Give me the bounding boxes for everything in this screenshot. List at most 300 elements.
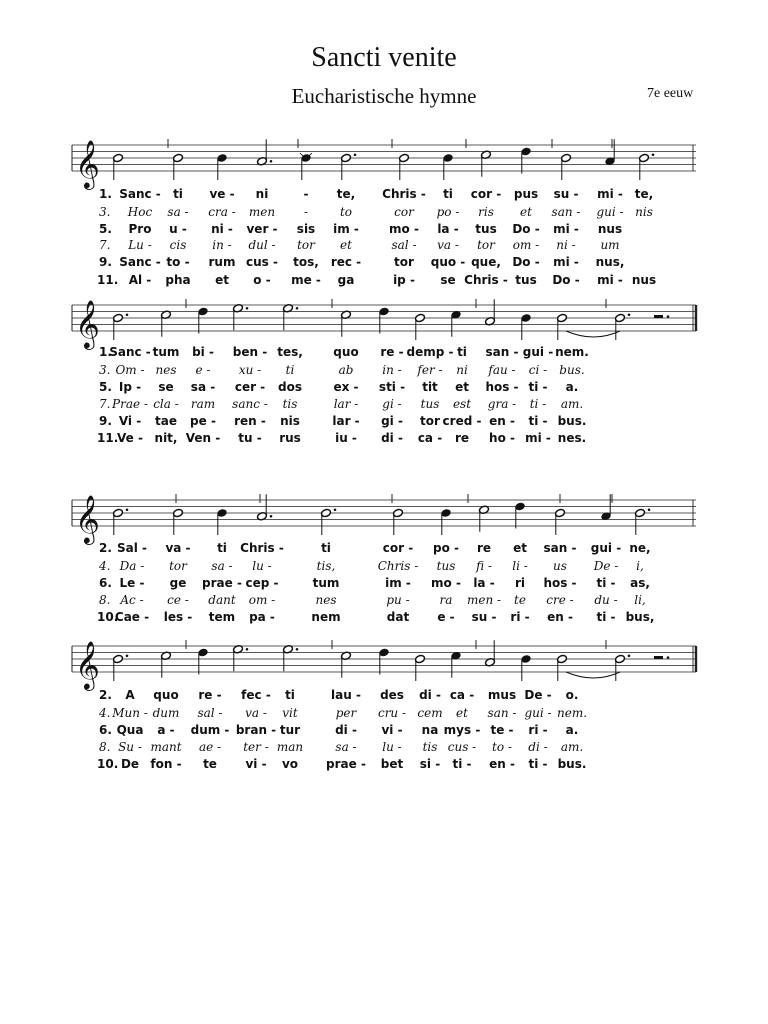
lyric-syllable: gui - — [522, 345, 554, 359]
lyric-syllable: nes — [155, 363, 177, 377]
lyric-line — [0, 205, 768, 222]
lyric-line — [0, 576, 768, 593]
lyric-syllable: mi - — [597, 273, 623, 287]
tie — [566, 672, 620, 678]
lyric-syllable: ti — [285, 363, 295, 377]
lyric-syllable: mi - — [553, 222, 579, 236]
lyric-syllable: De - — [524, 688, 552, 702]
note — [301, 153, 312, 180]
lyric-syllable: po - — [436, 205, 460, 219]
lyric-syllable: u - — [169, 222, 187, 236]
treble-clef-icon: 𝄞 — [75, 640, 100, 689]
lyric-syllable: san - — [543, 541, 577, 555]
lyric-syllable: sa - — [190, 380, 216, 394]
lyric-syllable: - — [303, 205, 309, 219]
lyric-syllable: mys - — [443, 723, 481, 737]
lyric-syllable: mus — [487, 688, 517, 702]
lyric-syllable: vo — [281, 757, 299, 771]
verse-number: 6. — [99, 576, 112, 590]
lyric-syllable: sanc - — [232, 397, 268, 411]
note — [113, 313, 129, 340]
lyric-syllable: di - — [419, 688, 441, 702]
note — [639, 153, 655, 180]
lyric-syllable: vit — [282, 706, 298, 720]
lyric-syllable: ga — [337, 273, 355, 287]
lyric-syllable: bus, — [625, 610, 655, 624]
lyric-syllable: et — [456, 706, 468, 720]
lyric-syllable: re — [476, 541, 492, 555]
lyric-syllable: fec - — [241, 688, 271, 702]
lyric-syllable: ho - — [489, 431, 515, 445]
note — [399, 153, 410, 180]
lyric-syllable: hos - — [543, 576, 577, 590]
lyric-syllable: om - — [248, 593, 276, 607]
note — [233, 645, 249, 672]
lyric-syllable: et — [520, 205, 532, 219]
lyric-syllable: tu - — [238, 431, 262, 445]
lyric-syllable: ni — [255, 187, 269, 201]
verse-number: 3. — [99, 363, 111, 377]
note — [321, 508, 337, 535]
lyric-syllable: cra - — [208, 205, 236, 219]
lyric-syllable: ab — [338, 363, 354, 377]
lyric-syllable: Pro — [128, 222, 152, 236]
lyric-syllable: nem — [311, 610, 341, 624]
lyric-syllable: bi - — [192, 345, 214, 359]
lyric-syllable: dum — [152, 706, 180, 720]
lyric-syllable: ex - — [333, 380, 359, 394]
lyric-syllable: Chris - — [464, 273, 508, 287]
note — [198, 648, 209, 675]
verse-number: 2. — [99, 688, 112, 702]
lyric-syllable: mi - — [553, 255, 579, 269]
lyric-line — [0, 757, 768, 774]
note — [173, 508, 184, 535]
lyric-syllable: tor — [169, 559, 187, 573]
lyric-syllable: et — [340, 238, 352, 252]
lyric-syllable: di - — [528, 740, 548, 754]
lyric-syllable: li - — [512, 559, 528, 573]
lyric-syllable: per — [335, 706, 357, 720]
lyric-syllable: Cae - — [114, 610, 150, 624]
lyric-syllable: tis, — [316, 559, 336, 573]
note — [415, 313, 426, 340]
lyric-line — [0, 706, 768, 723]
lyric-syllable: in - — [212, 238, 232, 252]
lyric-syllable: en - — [489, 414, 515, 428]
note — [198, 307, 209, 334]
lyric-syllable: et — [215, 273, 229, 287]
lyric-syllable: men - — [466, 593, 502, 607]
lyric-syllable: a. — [565, 380, 579, 394]
lyric-syllable: va - — [165, 541, 191, 555]
staff-system-2 — [0, 285, 768, 348]
lyric-syllable: dul - — [248, 238, 276, 252]
lyric-syllable: te, — [336, 187, 356, 201]
lyric-syllable: fon - — [150, 757, 182, 771]
lyric-syllable: me - — [291, 273, 321, 287]
note — [557, 654, 568, 681]
staff-system-4 — [0, 626, 768, 689]
lyric-syllable: ben - — [232, 345, 268, 359]
lyric-syllable: nis — [635, 205, 653, 219]
lyric-syllable: tis — [282, 397, 298, 411]
tie — [566, 331, 620, 337]
lyric-syllable: in - — [382, 363, 402, 377]
lyric-syllable: e - — [195, 363, 211, 377]
lyric-syllable: a - — [157, 723, 175, 737]
lyric-syllable: hos - — [485, 380, 519, 394]
lyric-syllable: sti - — [378, 380, 406, 394]
lyric-syllable: Do - — [512, 222, 540, 236]
lyric-syllable: va - — [245, 706, 267, 720]
note — [113, 153, 124, 180]
lyric-syllable: ae - — [198, 740, 222, 754]
lyric-syllable: cus - — [246, 255, 278, 269]
verse-number: 11. — [97, 273, 119, 287]
lyric-syllable: tor — [420, 414, 440, 428]
lyric-line — [0, 414, 768, 431]
lyric-syllable: Da - — [119, 559, 145, 573]
lyric-syllable: im - — [333, 222, 359, 236]
note — [283, 645, 299, 672]
lyric-syllable: et — [455, 380, 469, 394]
lyric-syllable: tur — [279, 723, 301, 737]
lyric-syllable: Ac - — [120, 593, 144, 607]
note — [341, 153, 357, 180]
song-subtitle: Eucharistische hymne — [291, 84, 477, 108]
lyric-syllable: tes, — [277, 345, 303, 359]
verse-number: 1. — [99, 345, 112, 359]
lyric-syllable: man — [276, 740, 304, 754]
lyric-syllable: ti - — [529, 397, 547, 411]
lyric-syllable: ti - — [596, 576, 616, 590]
note — [257, 494, 273, 521]
lyric-syllable: ti — [173, 187, 183, 201]
lyric-line — [0, 431, 768, 448]
lyric-syllable: te — [514, 593, 526, 607]
lyric-syllable: Sanc - — [119, 187, 161, 201]
lyric-syllable: ri - — [510, 610, 530, 624]
lyric-syllable: Le - — [119, 576, 145, 590]
lyric-syllable: Su - — [118, 740, 142, 754]
verse-number: 1. — [99, 187, 112, 201]
lyric-syllable: nus — [597, 222, 623, 236]
lyric-syllable: tus — [420, 397, 440, 411]
lyric-syllable: gui - — [524, 706, 552, 720]
lyric-syllable: um — [600, 238, 620, 252]
lyric-line — [0, 273, 768, 290]
note — [217, 508, 228, 535]
lyric-syllable: tor — [477, 238, 495, 252]
lyric-syllable: re - — [198, 688, 222, 702]
lyric-syllable: en - — [547, 610, 573, 624]
lyric-syllable: lau - — [331, 688, 361, 702]
lyric-syllable: ti — [443, 187, 453, 201]
lyric-syllable: nem. — [555, 345, 589, 359]
lyric-syllable: pe - — [190, 414, 216, 428]
verse-number: 10. — [97, 757, 119, 771]
note — [451, 310, 462, 337]
half-rest — [654, 656, 663, 659]
note — [479, 505, 490, 532]
lyric-syllable: te — [203, 757, 217, 771]
lyric-syllable: A — [125, 688, 135, 702]
lyric-line — [0, 255, 768, 272]
lyric-syllable: tae — [155, 414, 177, 428]
note — [283, 304, 299, 331]
lyric-line — [0, 541, 768, 558]
lyric-syllable: se — [158, 380, 174, 394]
lyric-syllable: Chris - — [240, 541, 284, 555]
note — [485, 640, 496, 667]
lyric-syllable: vi - — [245, 757, 267, 771]
lyric-syllable: bus. — [557, 757, 587, 771]
lyric-syllable: sa - — [211, 559, 233, 573]
lyric-syllable: quo — [333, 345, 359, 359]
lyric-syllable: o - — [253, 273, 271, 287]
lyric-syllable: te, — [634, 187, 654, 201]
lyric-syllable: ren - — [234, 414, 266, 428]
lyric-syllable: am. — [560, 397, 584, 411]
lyric-syllable: mo - — [389, 222, 419, 236]
lyric-syllable: Vi - — [118, 414, 142, 428]
lyric-syllable: et — [513, 541, 527, 555]
lyric-syllable: Ve - — [117, 431, 143, 445]
lyric-syllable: tor — [394, 255, 414, 269]
verse-number: 10. — [97, 610, 119, 624]
lyric-syllable: ri — [514, 576, 526, 590]
lyric-syllable: tor — [297, 238, 315, 252]
lyric-syllable: Chris - — [377, 559, 419, 573]
lyric-syllable: ter - — [243, 740, 269, 754]
note — [341, 651, 352, 678]
lyric-syllable: su - — [471, 610, 497, 624]
lyric-syllable: cla - — [153, 397, 179, 411]
lyric-syllable: fer - — [417, 363, 443, 377]
lyric-syllable: vi - — [381, 723, 403, 737]
verse-number: 5. — [99, 380, 112, 394]
lyric-syllable: ce - — [167, 593, 189, 607]
lyric-syllable: gi - — [382, 397, 402, 411]
lyric-syllable: ti - — [528, 757, 548, 771]
lyric-syllable: tit — [422, 380, 438, 394]
lyric-syllable: sal - — [197, 706, 223, 720]
verse-number: 2. — [99, 541, 112, 555]
lyric-syllable: pu - — [386, 593, 410, 607]
lyric-syllable: ni - — [211, 222, 233, 236]
lyric-syllable: o. — [565, 688, 579, 702]
lyric-syllable: fau - — [488, 363, 516, 377]
lyric-syllable: pus — [513, 187, 539, 201]
lyric-line — [0, 740, 768, 757]
note — [393, 508, 404, 535]
lyric-syllable: cem — [417, 706, 443, 720]
verse-number: 6. — [99, 723, 112, 737]
lyric-syllable: ge — [169, 576, 187, 590]
lyric-syllable: as, — [630, 576, 650, 590]
lyric-syllable: ti — [457, 345, 467, 359]
note — [615, 654, 631, 681]
lyric-syllable: Hoc — [127, 205, 153, 219]
lyric-syllable: su - — [553, 187, 579, 201]
lyric-syllable: na — [421, 723, 439, 737]
note — [521, 147, 532, 174]
lyric-syllable: nes. — [557, 431, 587, 445]
lyric-syllable: cor - — [382, 541, 414, 555]
lyric-syllable: Ip - — [118, 380, 142, 394]
lyric-syllable: re - — [380, 345, 404, 359]
lyric-syllable: gui - — [596, 205, 624, 219]
lyric-syllable: re — [454, 431, 470, 445]
note — [635, 508, 651, 535]
lyric-line — [0, 380, 768, 397]
lyric-syllable: ram — [190, 397, 216, 411]
lyric-line — [0, 593, 768, 610]
note — [161, 651, 172, 678]
note — [601, 494, 612, 521]
note — [379, 307, 390, 334]
lyric-syllable: us — [553, 559, 567, 573]
lyric-syllable: gra - — [487, 397, 517, 411]
verse-number: 3. — [99, 205, 111, 219]
lyric-line — [0, 222, 768, 239]
lyric-syllable: dant — [208, 593, 236, 607]
note — [233, 304, 249, 331]
lyric-syllable: Om - — [115, 363, 145, 377]
lyric-syllable: li, — [634, 593, 646, 607]
lyric-line — [0, 345, 768, 362]
lyric-syllable: - — [303, 187, 309, 201]
lyric-syllable: bus. — [559, 363, 585, 377]
lyric-syllable: a. — [565, 723, 579, 737]
lyric-syllable: Chris - — [382, 187, 426, 201]
lyric-syllable: ti — [285, 688, 295, 702]
lyric-syllable: im - — [385, 576, 411, 590]
lyric-syllable: gui - — [590, 541, 622, 555]
lyric-syllable: ne, — [629, 541, 651, 555]
note — [113, 508, 129, 535]
lyric-syllable: bran - — [235, 723, 277, 737]
lyric-syllable: dum - — [190, 723, 230, 737]
lyric-syllable: tus — [475, 222, 497, 236]
lyric-syllable: ni — [456, 363, 468, 377]
lyric-syllable: te - — [490, 723, 514, 737]
lyric-syllable: lu - — [252, 559, 272, 573]
lyric-syllable: Do - — [512, 255, 540, 269]
note — [515, 502, 526, 529]
note — [521, 654, 532, 681]
lyric-syllable: De — [120, 757, 140, 771]
lyric-syllable: quo — [153, 688, 179, 702]
lyric-line — [0, 363, 768, 380]
lyric-syllable: po - — [433, 541, 459, 555]
lyric-line — [0, 238, 768, 255]
lyric-syllable: ris — [478, 205, 494, 219]
lyric-syllable: Qua — [116, 723, 144, 737]
lyric-syllable: to — [339, 205, 353, 219]
note — [173, 153, 184, 180]
lyric-syllable: ti - — [452, 757, 472, 771]
lyric-syllable: to - — [492, 740, 512, 754]
lyric-syllable: am. — [560, 740, 584, 754]
lyric-syllable: dat — [386, 610, 410, 624]
note — [441, 508, 452, 535]
verse-number: 4. — [99, 706, 111, 720]
verse-number: 7. — [99, 238, 111, 252]
lyric-syllable: nes — [315, 593, 337, 607]
lyric-syllable: tos, — [293, 255, 319, 269]
lyric-line — [0, 397, 768, 414]
lyric-syllable: ni - — [556, 238, 576, 252]
song-title: Sancti venite — [311, 42, 457, 73]
lyric-syllable: mo - — [431, 576, 461, 590]
lyric-syllable: ti - — [528, 380, 548, 394]
lyric-syllable: cep - — [245, 576, 279, 590]
lyric-syllable: ci - — [528, 363, 548, 377]
note — [415, 654, 426, 681]
lyric-syllable: tis — [422, 740, 438, 754]
lyric-syllable: du - — [594, 593, 618, 607]
lyric-syllable: men — [248, 205, 276, 219]
verse-number: 7. — [99, 397, 111, 411]
lyric-syllable: ti - — [596, 610, 616, 624]
lyric-syllable: ve - — [209, 187, 235, 201]
lyric-syllable: lu - — [382, 740, 402, 754]
treble-clef-icon: 𝄞 — [75, 139, 100, 188]
lyric-syllable: ra — [439, 593, 453, 607]
lyric-syllable: lar - — [332, 414, 360, 428]
verse-number: 8. — [99, 593, 111, 607]
lyric-syllable: prae - — [202, 576, 242, 590]
note — [443, 153, 454, 180]
note — [257, 139, 273, 166]
lyric-syllable: e - — [437, 610, 455, 624]
lyric-syllable: Sanc - — [109, 345, 151, 359]
lyric-syllable: ti — [217, 541, 227, 555]
lyric-syllable: sal - — [391, 238, 417, 252]
lyric-syllable: est — [452, 397, 472, 411]
verse-number: 9. — [99, 414, 112, 428]
lyric-syllable: Sanc - — [119, 255, 161, 269]
note — [485, 299, 496, 326]
lyric-syllable: mant — [150, 740, 182, 754]
lyric-syllable: Ven - — [185, 431, 221, 445]
treble-clef-icon: 𝄞 — [75, 494, 100, 543]
lyric-syllable: la - — [473, 576, 495, 590]
lyric-syllable: ri - — [528, 723, 548, 737]
lyric-syllable: tum — [312, 576, 340, 590]
lyric-syllable: bus. — [557, 414, 587, 428]
verse-number: 8. — [99, 740, 111, 754]
lyric-syllable: nis — [280, 414, 300, 428]
note — [217, 153, 228, 180]
note — [481, 150, 492, 177]
lyric-syllable: sis — [296, 222, 316, 236]
note — [557, 313, 568, 340]
lyric-syllable: rec - — [330, 255, 362, 269]
staff-system-3 — [0, 480, 768, 543]
lyric-syllable: que, — [471, 255, 501, 269]
lyric-syllable: om - — [512, 238, 540, 252]
lyric-syllable: rum — [208, 255, 236, 269]
lyric-syllable: cor — [394, 205, 414, 219]
note — [379, 648, 390, 675]
lyric-syllable: cre - — [546, 593, 574, 607]
lyric-syllable: en - — [489, 757, 515, 771]
lyric-syllable: les - — [163, 610, 193, 624]
lyric-syllable: cor - — [470, 187, 502, 201]
